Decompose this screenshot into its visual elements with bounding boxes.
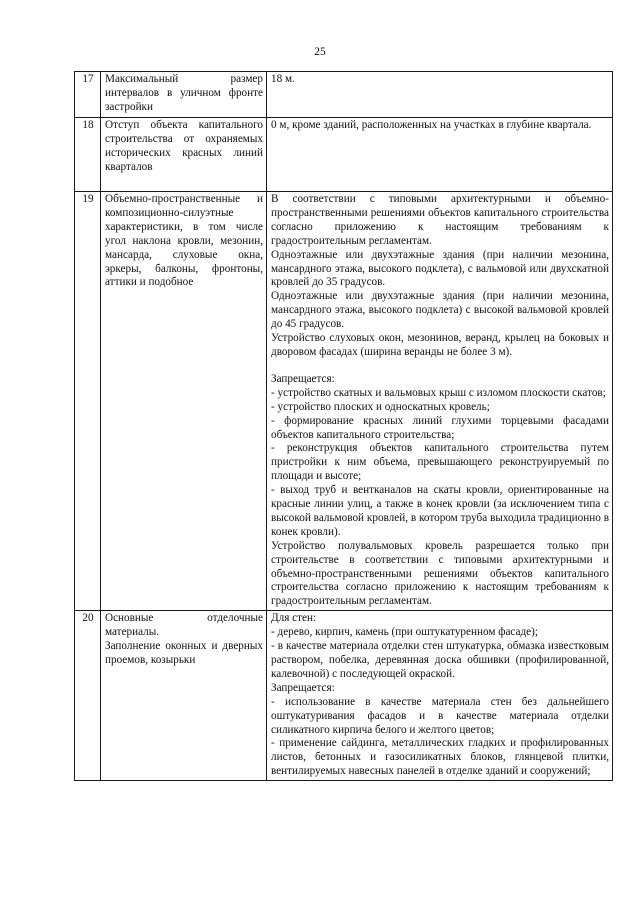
parameter-value: [267, 72, 613, 118]
paragraph-gap: [271, 360, 609, 373]
row-number: 18: [75, 118, 101, 192]
value-paragraph: Одноэтажные или двухэтажные здания (при наличии мезонина, мансардного этажа, высокого подклета) с высокой вальмовой кровлей до 45 градусов.: [271, 290, 609, 331]
parameter-name: Основные отделочные материалы. Заполнение оконных и дверных проемов, козырьки: [101, 611, 267, 781]
row-number: 20: [75, 611, 101, 781]
value-paragraph: - дерево, кирпич, камень (при оштукатуренном фасаде);: [271, 626, 538, 639]
value-paragraph: - устройство скатных и вальмовых крыш с изломом плоскости скатов;: [271, 386, 606, 399]
value-paragraph: 0 м, кроме зданий, расположенных на участках в глубине квартала.: [271, 119, 592, 131]
value-paragraph: Устройство слуховых окон, мезонинов, веранд, крылец на боковых и дворовом фасадах (ширина веранды не более 3 м).: [271, 332, 609, 358]
parameter-name: Максимальный размер интервалов в уличном фронте застройки: [101, 72, 267, 118]
value-paragraph: - использование в качестве материала стен без дальнейшего оштукатуривания фасадов и в качестве материала отделки силикатного кирпича белого и желтого цветов;: [271, 695, 609, 736]
value-paragraph: Для стен:: [271, 612, 317, 625]
table-row: [75, 72, 613, 118]
value-paragraph: - применение сайдинга, металлических гладких и профилированных листов, бетонных и газосиликатных блоков, глянцевой плитки, вентилируемых навесных панелей в отделке зданий и сооружений;: [271, 737, 609, 778]
value-paragraph: - выход труб и вентканалов на скаты кровли, ориентированные на красные линии улиц, а также в конек кровли (за исключением типа с высокой вальмовой кровлей, в котором труба выходила традиционно в конек кровли).: [271, 484, 609, 538]
row-number: 19: [75, 192, 101, 611]
parameter-value: [267, 118, 613, 192]
row-number: 17: [75, 72, 101, 118]
parameter-value: [267, 611, 613, 781]
value-paragraph: - в качестве материала отделки стен штукатурка, обмазка известковым раствором, побелка, деревянная доска обшивки (профилированной, калевочной) с последующей окраской.: [271, 640, 609, 680]
value-paragraph: - формирование красных линий глухими торцевыми фасадами объектов капитального строительства;: [271, 414, 609, 441]
page-number: 25: [314, 46, 326, 58]
requirements-table: [74, 71, 613, 781]
value-paragraph: 18 м.: [271, 73, 295, 85]
value-paragraph: - реконструкция объектов капитального строительства путем пристройки к ним объема, превышающего реконструируемый по площади и высоте;: [271, 442, 609, 483]
parameter-name: Отступ объекта капитального строительства от охраняемых исторических красных линий кварталов: [101, 118, 267, 192]
value-paragraph: Запрещается:: [271, 372, 335, 385]
value-paragraph: В соответствии с типовыми архитектурными и объемно-пространственными решениями объектов капитального строительства согласно приложению к настоящим требованиям к градостроительным регламентам.: [271, 193, 609, 247]
value-paragraph: Устройство полувальмовых кровель разрешается только при строительстве в соответствии с типовыми архитектурными и объемно-пространственными решениями объектов капитального строительства согласно приложению к настоящим требованиям к градостроительным регламентам.: [271, 539, 609, 608]
parameter-name: Объемно-пространственные и композиционно-силуэтные характеристики, в том числе угол наклона кровли, мезонин, мансарда, слуховые окна, эркеры, балконы, фронтоны, аттики и подобное: [101, 192, 267, 611]
table-row: [75, 118, 613, 192]
value-paragraph: - устройство плоских и односкатных кровель;: [271, 400, 490, 413]
value-paragraph: Одноэтажные или двухэтажные здания (при наличии мезонина, мансардного этажа, высокого подклета), с вальмовой или двухскатной кровлей до 35 градусов.: [271, 248, 609, 289]
value-paragraph: Запрещается:: [271, 681, 335, 694]
table-row: [75, 192, 613, 611]
parameter-value: [267, 192, 613, 611]
table-row: [75, 611, 613, 781]
